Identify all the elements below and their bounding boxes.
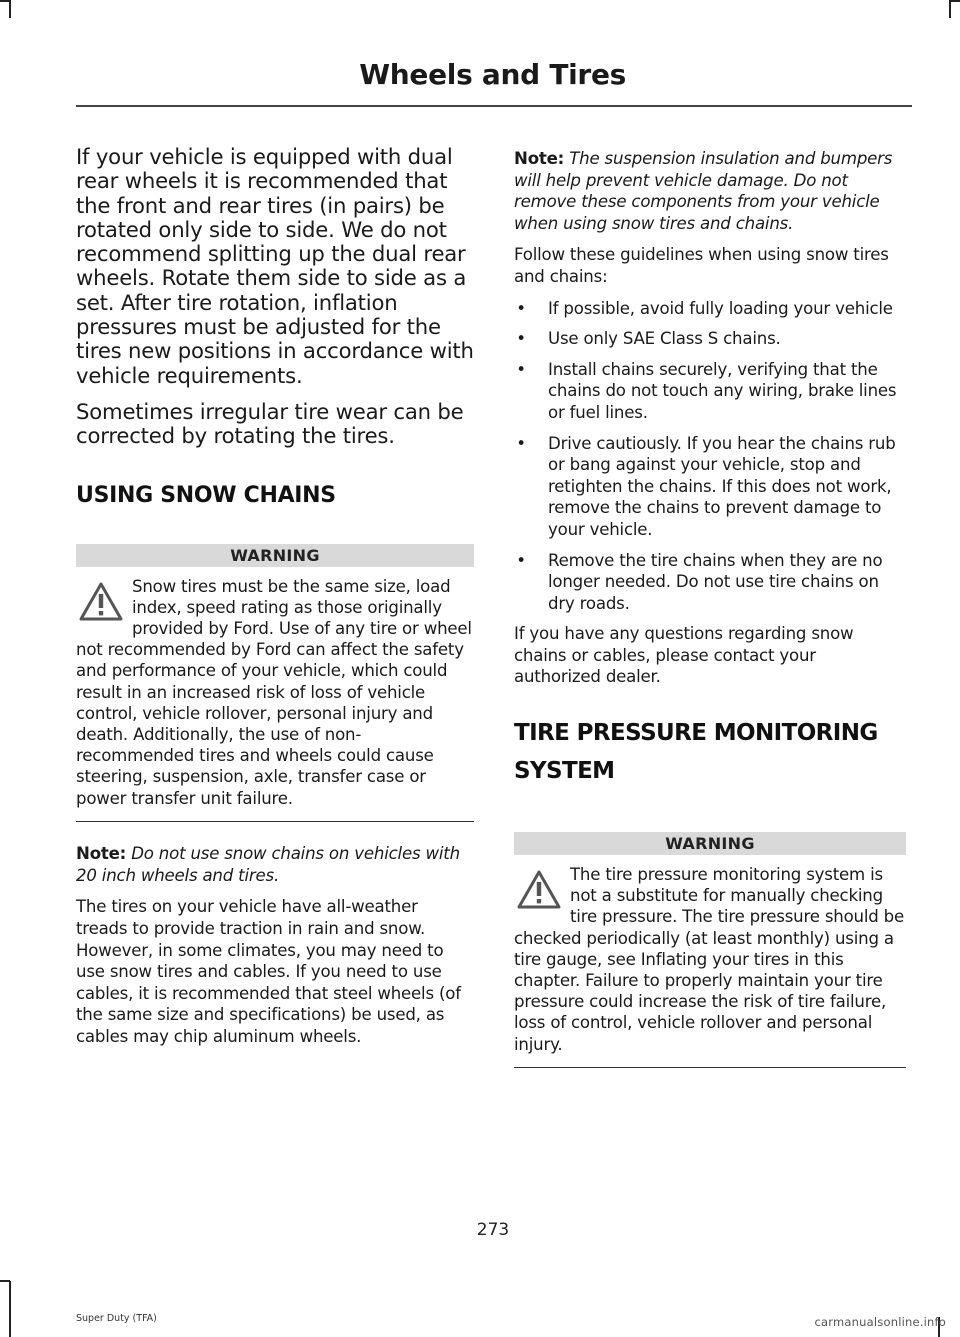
lead-paragraph: Sometimes irregular tire wear can be corrected by rotating the tires. — [76, 398, 464, 449]
crop-mark — [9, 1281, 11, 1337]
section-heading-tpms: TIRE PRESSURE MONITORING SYSTEM — [514, 720, 878, 785]
warning-rule — [76, 821, 474, 823]
note-text: Do not use snow chains on vehicles with 20 inch wheels and tires. — [76, 844, 460, 885]
page-title: Wheels and Tires — [359, 58, 626, 91]
closing-paragraph: If you have any questions regarding snow chains or cables, please contact your authorized dealer. — [514, 624, 854, 687]
list-item-text: If possible, avoid fully loading your vehicle — [548, 298, 893, 318]
note-label: Note: — [76, 844, 127, 864]
warning-text: The tire pressure monitoring system is not a substitute for manually checking tire pressure. The tire pressure should be checked periodically (at least monthly) using a tire gauge, see Inflating your tires in this chapter. Failure to properly maintain your tire pressure could increase the risk of tire failure, loss of control, vehicle rollover and personal injury. — [514, 865, 905, 1054]
crop-mark — [9, 0, 11, 18]
left-column — [76, 145, 474, 1058]
bullet-icon: • — [516, 433, 526, 453]
list-item-text: Remove the tire chains when they are no longer needed. Do not use tire chains on dry roads. — [548, 550, 883, 613]
warning-triangle-icon — [78, 580, 124, 624]
warning-text: Snow tires must be the same size, load index, speed rating as those originally provided by Ford. Use of any tire or wheel not recommended by Ford can affect the safety and performance of your vehicle, which could result in an increased risk of loss of vehicle control, vehicle rollover, personal injury and death. Additionally, the use of non-recommended tires and wheels could cause steering, suspension, axle, transfer case or power transfer unit failure. — [76, 576, 472, 808]
header-rule — [76, 105, 912, 107]
note-label: Note: — [514, 149, 565, 168]
warning-block — [76, 544, 474, 823]
body-paragraph: The tires on your vehicle have all-weather treads to provide traction in rain and snow. However, in some climates, you may need to use snow tires and cables. If you need to use cables, it is recommended that steel wheels (of the same size and specifications) be used, as cables may chip aluminum wheels. — [76, 897, 461, 1047]
list-item-text: Use only SAE Class S chains. — [548, 329, 781, 349]
warning-label: WARNING — [514, 832, 906, 855]
list-item — [514, 433, 906, 541]
list-item — [514, 359, 906, 424]
lead-paragraph: If your vehicle is equipped with dual rear wheels it is recommended that the front and rear tires (in pairs) be rotated only side to side. We do not recommend splitting up the dual rear wheels. Rotate them side to side as a set. After tire rotation, inflation pressures must be adjusted for the tires new positions in accordance with vehicle requirements. — [76, 144, 474, 388]
list-item — [514, 550, 906, 615]
crop-mark — [949, 0, 951, 18]
warning-text-container — [76, 576, 474, 809]
list-item — [514, 298, 906, 320]
warning-text-container — [514, 864, 906, 1055]
warning-rule — [514, 1067, 906, 1069]
bullet-icon: • — [516, 550, 526, 570]
list-item-text: Install chains securely, verifying that the chains do not touch any wiring, brake lines or fuel lines. — [548, 359, 897, 422]
bullet-icon: • — [516, 359, 526, 379]
list-item-text: Drive cautiously. If you hear the chains rub or bang against your vehicle, stop and retighten the chains. If this does not work, remove the chains to prevent damage to your vehicle. — [548, 433, 896, 539]
section-heading-snow-chains: USING SNOW CHAINS — [76, 482, 336, 508]
bullet-icon: • — [516, 298, 526, 318]
guidelines-list — [514, 298, 906, 615]
crop-mark — [950, 0, 960, 2]
list-item — [514, 328, 906, 350]
warning-triangle-icon — [516, 868, 562, 912]
note — [76, 843, 474, 886]
intro-paragraph: Follow these guidelines when using snow tires and chains: — [514, 245, 889, 286]
right-column — [514, 148, 906, 1068]
note — [514, 148, 906, 234]
warning-label: WARNING — [76, 544, 474, 567]
crop-mark — [0, 1280, 10, 1282]
watermark: carmanualsonline.info — [814, 1315, 946, 1329]
warning-block — [514, 832, 906, 1068]
note-text: The suspension insulation and bumpers will help prevent vehicle damage. Do not remove these components from your vehicle when using snow tires and chains. — [514, 149, 893, 233]
page-number: 273 — [476, 1220, 510, 1240]
manual-name: Super Duty (TFA) — [76, 1313, 157, 1324]
bullet-icon: • — [516, 329, 526, 349]
